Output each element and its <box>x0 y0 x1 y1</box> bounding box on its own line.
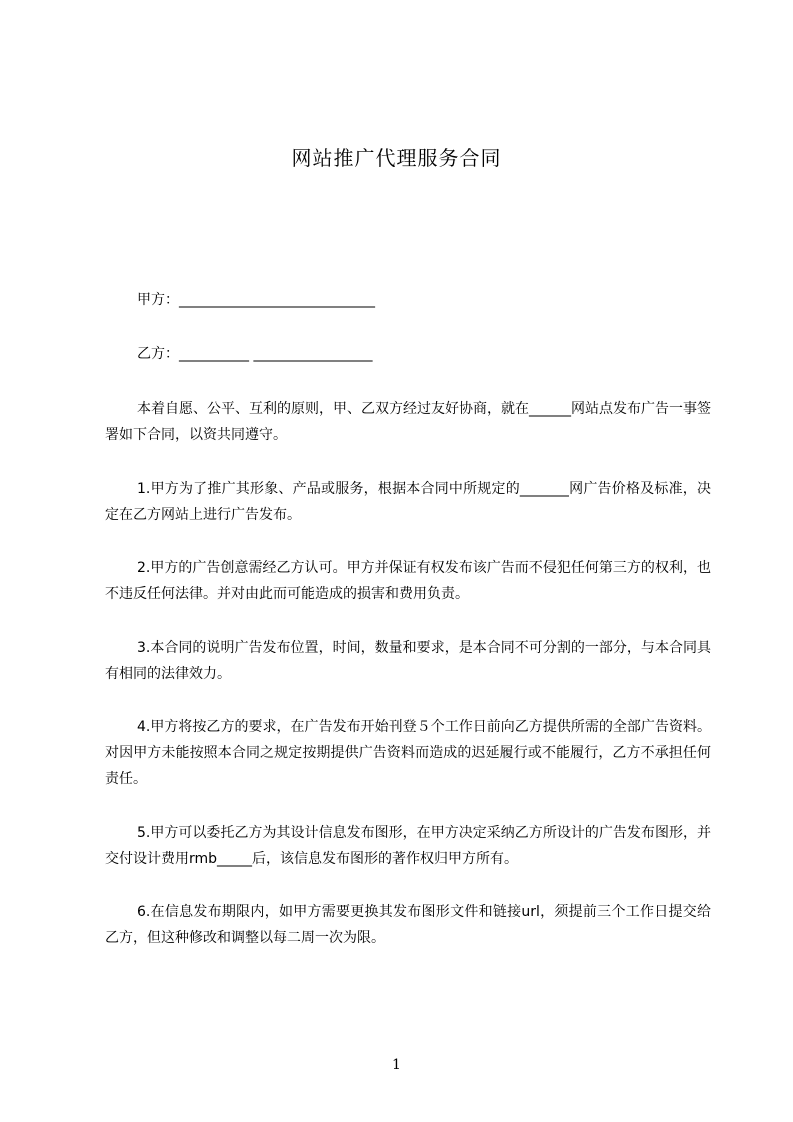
clause-4: 4.甲方将按乙方的要求，在广告发布开始刊登５个工作日前向乙方提供所需的全部广告资料。对因甲方未能按照本合同之规定按期提供广告资料而造成的迟延履行或不能履行，乙方不承担任何责任。 <box>105 719 711 787</box>
clause-2: 2.甲方的广告创意需经乙方认可。甲方并保证有权发布该广告而不侵犯任何第三方的权利，也不违反任何法律。并对由此而可能造成的损害和费用负责。 <box>105 560 711 602</box>
party-a-line: 甲方：____________________________ <box>137 292 375 308</box>
clause-3: 3.本合同的说明广告发布位置，时间，数量和要求，是本合同不可分割的一部分，与本合同具有相同的法律效力。 <box>105 640 711 682</box>
party-b-line: 乙方：__________ _________________ <box>137 346 373 362</box>
preamble-paragraph: 本着自愿、公平、互利的原则，甲、乙双方经过友好协商，就在______网站点发布广告一事签署如下合同，以资共同遵守。 <box>105 401 711 443</box>
clause-5: 5.甲方可以委托乙方为其设计信息发布图形，在甲方决定采纳乙方所设计的广告发布图形，并交付设计费用rmb_____后，该信息发布图形的著作权归甲方所有。 <box>105 825 711 867</box>
page-title: 网站推广代理服务合同 <box>291 146 502 170</box>
page-number: 1 <box>392 1057 401 1073</box>
clause-6: 6.在信息发布期限内，如甲方需要更换其发布图形文件和链接url，须提前三个工作日提交给乙方，但这种修改和调整以每二周一次为限。 <box>105 904 711 946</box>
clause-1: 1.甲方为了推广其形象、产品或服务，根据本合同中所规定的_______网广告价格及标准，决定在乙方网站上进行广告发布。 <box>105 481 711 523</box>
